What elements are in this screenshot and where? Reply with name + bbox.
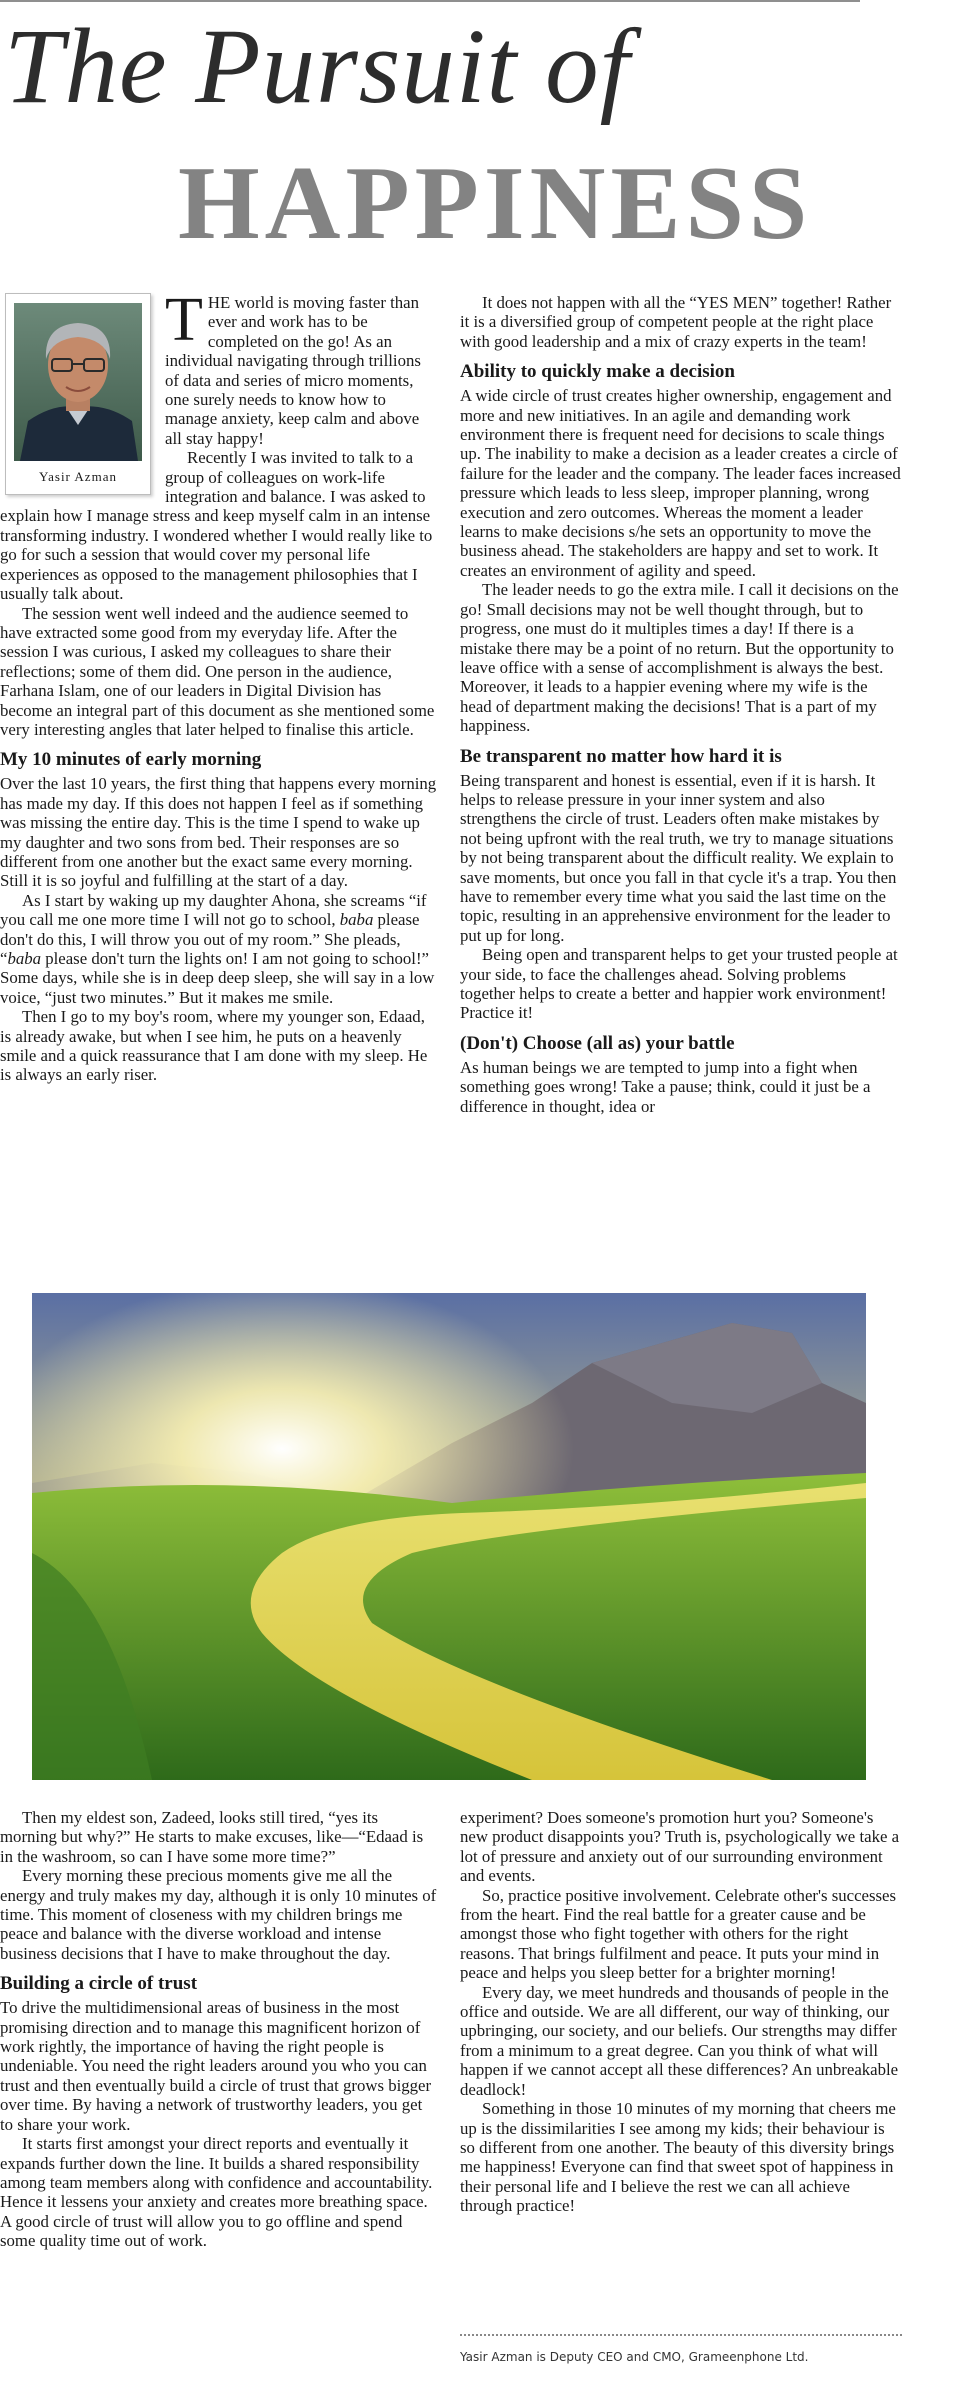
- signature-divider: [460, 2334, 902, 2336]
- circle-of-trust-paragraph-1: To drive the multidimensional areas of business in the most promising direction and to manage this magnificent horizon of work rightly, the importance of having the right people is undeniable. You need the right leaders around you who you can trust and then eventually build a circle of trust that grows bigger over time. By having a network of trustworthy leaders, you get to share your work.: [0, 1998, 432, 2134]
- intro-paragraph-1: HE world is moving faster than ever and work has to be completed on the go! As an individual navigating through trillions of data and series of micro moments, one surely needs to know how to manage anxiety, keep calm and above all stay happy!: [165, 293, 421, 448]
- author-box: [5, 293, 151, 495]
- headline-line1: The Pursuit of: [4, 8, 631, 126]
- intro-paragraph-2: Recently I was invited to talk to a group of colleagues on work-life integration and balance. I was asked to explain how I manage stress and keep myself calm in an intense transforming industry. I wondered whether I would really like to go for such a session that would cover my personal life experiences as opposed to the management philosophies that I usually talk about.: [0, 448, 433, 604]
- right-column-bottom: [460, 1808, 902, 2216]
- early-morning-paragraph-3: Then I go to my boy's room, where my younger son, Edaad, is already awake, but when I see him, he puts on a heavenly smile and a quick reassurance that I am done with my sleep. He is always an early riser.: [0, 1007, 428, 1085]
- circle-of-trust-paragraph-2: It starts first amongst your direct reports and eventually it expands further down the line. It builds a shared responsibility among team members along with confidence and accountability. Hence it lessens your anxiety and creates more breathing space. A good circle of trust will allow you to go offline and spend some quality time out of work.: [0, 2134, 433, 2251]
- section-heading-early-morning: My 10 minutes of early morning: [0, 749, 262, 771]
- transparent-paragraph-1: Being transparent and honest is essential, even if it is harsh. It helps to release pressure in your inner system and also strengthens the circle of trust. Leaders often make mistakes by not being upfront with the real truth, we try to manage situations by not being transparent about the difficult reality. We explain to save moments, but once you fall in that cycle it's a trap. You then have to remember every time what you said the last time on the topic, resulting in an apprehensive environment for the leader to put up for long.: [460, 770, 897, 945]
- early-morning-paragraph-4: Then my eldest son, Zadeed, looks still tired, “yes its morning but why?” He starts to make excuses, like—“Edaad is in the washroom, so can I have some more time?”: [0, 1808, 424, 1866]
- left-column-top: [0, 286, 437, 1085]
- right-column-top: [460, 293, 902, 1116]
- top-rule: [0, 0, 860, 2]
- drop-cap: T: [165, 286, 203, 354]
- battle-paragraph-2: So, practice positive involvement. Celebrate other's successes from the heart. Find the real battle for a greater cause and be amongst those who fight together with others for the right reasons. That brings fulfilment and peace. It puts your mind in peace and helps you sleep better for a brighter morning!: [460, 1885, 897, 1983]
- decision-paragraph-1: A wide circle of trust creates higher ownership, engagement and more and new initiatives. In an agile and demanding work environment there is frequent need for decisions to scale things up. The inability to make a decision as a leader creates a circle of failure for the leader and the company. The leader faces increased pressure which leads to less sleep, improper planning, wrong execution and zero outcomes. Whereas the moment a leader learns to make decisions s/he sets an opportunity to move the business ahead. The stakeholders are happy and set to work. It creates an environment of agility and speed.: [460, 386, 901, 580]
- early-morning-paragraph-2: As I start by waking up my daughter Ahona, she screams “if you call me one more time I will not go to school, baba please don't do this, I will throw you out of my room.” She pleads, “baba please don't turn the lights on! I am not going to school!” Some days, while she is in deep deep sleep, she will say in a low voice, “just two minutes.” But it makes me smile.: [0, 890, 435, 1007]
- section-heading-circle-of-trust: Building a circle of trust: [0, 1973, 198, 1995]
- left-column-bottom: [0, 1808, 437, 2251]
- battle-paragraph-3: Every day, we meet hundreds and thousands of people in the office and outside. We are all different, our way of thinking, our upbringing, our society, and our beliefs. Our strengths may differ from a minimum to a great degree. Can you think of what will happen if we cannot accept all these differences? An unbreakable deadlock!: [460, 1982, 899, 2099]
- author-photo: [14, 303, 142, 461]
- section-heading-decision: Ability to quickly make a decision: [460, 361, 735, 383]
- transparent-paragraph-2: Being open and transparent helps to get your trusted people at your side, to face the challenges ahead. Solving problems together helps to create a better and happier work environment! Practice it!: [460, 945, 898, 1023]
- yellow-brick-road-illustration: [32, 1293, 866, 1780]
- early-morning-paragraph-5: Every morning these precious moments give me all the energy and truly makes my day, although it is only 10 minutes of time. This moment of closeness with my children brings me peace and balance with the diverse workload and intense business decisions that I have to make throughout the day.: [0, 1866, 437, 1963]
- battle-paragraph-1-top: As human beings we are tempted to jump into a fight when something goes wrong! Take a pause; think, could it just be a difference in thought, idea or: [460, 1057, 871, 1116]
- section-heading-battle: (Don't) Choose (all as) your battle: [460, 1032, 735, 1054]
- intro-paragraph-3: The session went well indeed and the audience seemed to have extracted some good from my everyday life. After the session I was curious, I asked my colleagues to share their reflections; some of them did. One person in the audience, Farhana Islam, one of our leaders in Digital Division has become an integral part of this document as she mentioned some very interesting angles that later helped to finalise this article.: [0, 603, 435, 739]
- battle-paragraph-1-bottom: experiment? Does someone's promotion hurt you? Someone's new product disappoints you? Truth is, psychologically we take a lot of pressure and anxiety out of our surrounding environment and events.: [460, 1808, 900, 1886]
- author-signature: Yasir Azman is Deputy CEO and CMO, Grameenphone Ltd.: [460, 2350, 809, 2364]
- early-morning-paragraph-1: Over the last 10 years, the first thing that happens every morning has made my day. If this does not happen I feel as if something was missing the entire day. This is the time I spend to wake up my daughter and two sons from bed. Their responses are so different from one another but the exact same every morning. Still it is so joyful and fulfilling at the start of a day.: [0, 774, 437, 891]
- battle-paragraph-4: Something in those 10 minutes of my morning that cheers me up is the dissimilarities I see among my kids; their behaviour is so different from one another. The beauty of this diversity brings me happiness! Everyone can find that sweet spot of happiness in their personal life and I believe the rest we can all achieve through practice!: [460, 2099, 896, 2216]
- circle-of-trust-paragraph-3: It does not happen with all the “YES MEN” together! Rather it is a diversified group of competent people at the right place with good leadership and a mix of crazy experts in the team!: [460, 293, 892, 351]
- section-heading-transparent: Be transparent no matter how hard it is: [460, 745, 782, 767]
- author-caption: Yasir Azman: [39, 469, 117, 484]
- decision-paragraph-2: The leader needs to go the extra mile. I call it decisions on the go! Small decisions may not be well thought through, but to progress, one must do it multiples times a day! If there is a mistake there may be a point of no return. But the opportunity to leave office with a sense of accomplishment is always the best. Moreover, it leads to a happier evening where my wife is the head of department making the decisions! That is a part of my happiness.: [460, 580, 899, 736]
- headline-line2: HAPPINESS: [178, 144, 813, 261]
- hero-image: [32, 1293, 866, 1780]
